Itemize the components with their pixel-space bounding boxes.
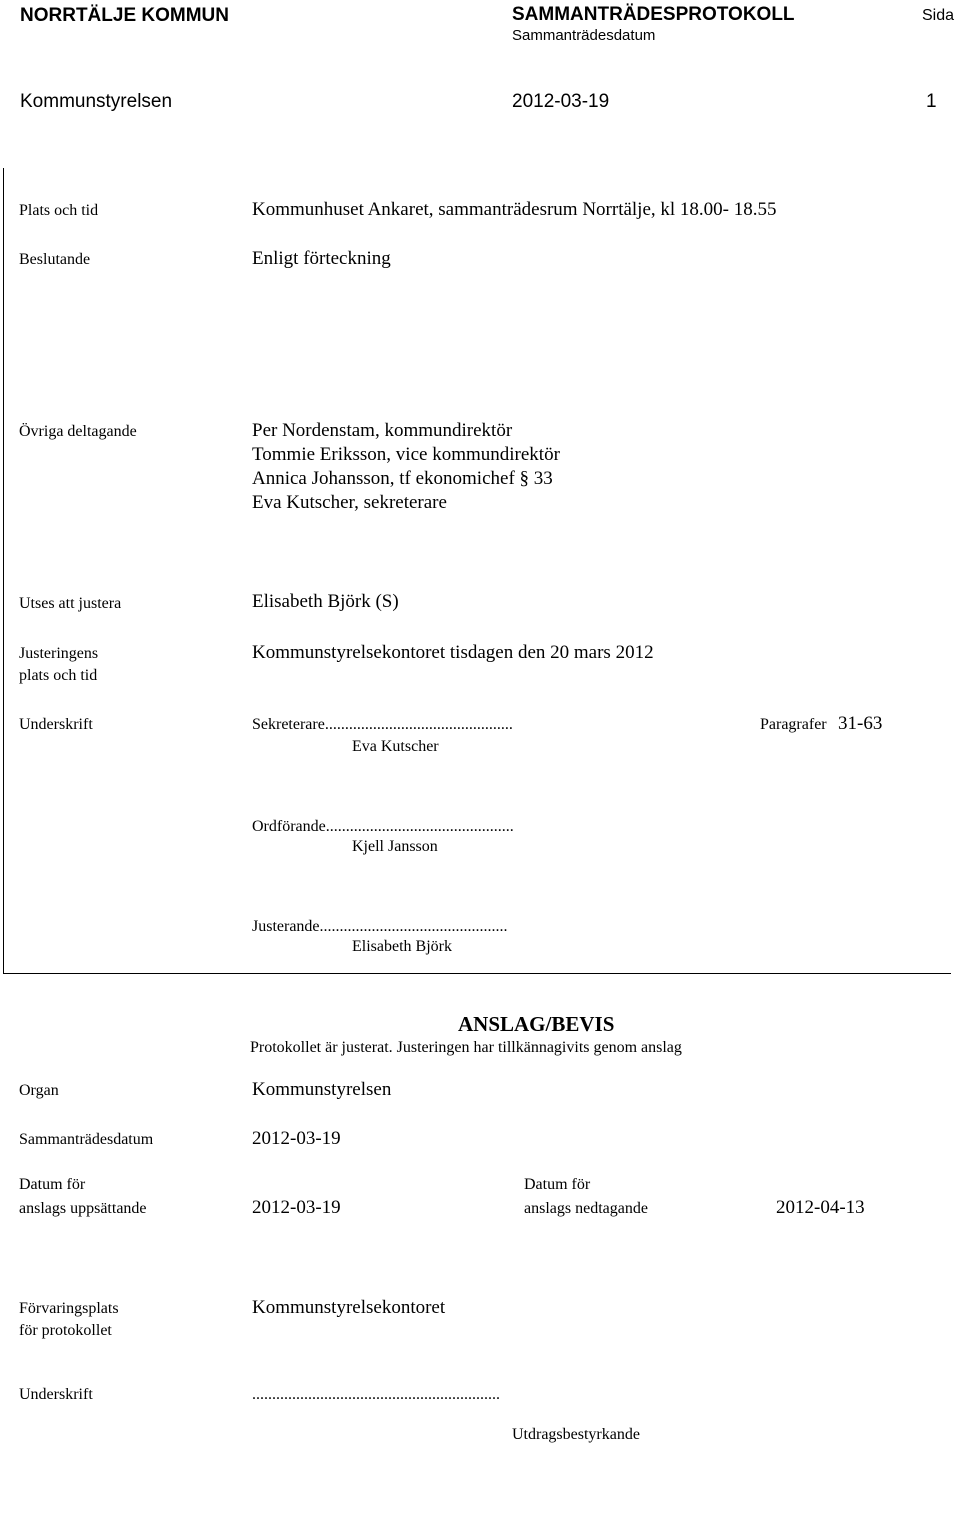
notice-title: ANSLAG/BEVIS [458,1012,615,1036]
removed-date-value: 2012-04-13 [776,1197,865,1218]
paragraphs-label: Paragrafer [760,716,827,733]
notice-meeting-date-value: 2012-03-19 [252,1128,341,1149]
storage-label-2: för protokollet [19,1322,112,1339]
notice-subtitle: Protokollet är justerat. Justeringen har tillkännagivits genom anslag [250,1039,682,1056]
storage-value: Kommunstyrelsekontoret [252,1297,446,1318]
removed-date-label: Datum för [524,1176,591,1193]
organization-name: NORRTÄLJE KOMMUN [20,5,229,26]
chair-label: Ordförande [252,818,326,835]
page-label: Sida [922,7,955,24]
meeting-date: 2012-03-19 [512,91,610,112]
posted-date-label: Datum för [19,1176,86,1193]
organ-value: Kommunstyrelsen [252,1079,392,1100]
notice-signature-dots: .............................................................. [252,1386,500,1403]
section-divider-line [3,973,951,974]
adjuster-signature-line [252,918,508,936]
adjust-place-label: Justeringens [19,645,99,662]
left-border-line [3,168,4,973]
deciding-value: Enligt förteckning [252,248,391,269]
page-number: 1 [926,91,937,112]
notice-meeting-date-label: Sammanträdesdatum [19,1131,154,1148]
extract-certification-label: Utdragsbestyrkande [512,1426,640,1443]
adjuster-label: Utses att justera [19,595,122,612]
adjuster-value: Elisabeth Björk (S) [252,591,399,612]
adjust-place-label-2: plats och tid [19,667,98,684]
notice-signature-label: Underskrift [19,1386,93,1403]
removed-date-label-2: anslags nedtagande [524,1200,648,1217]
deciding-label: Beslutande [19,251,91,268]
adjust-place-value: Kommunstyrelsekontoret tisdagen den 20 mars 2012 [252,642,654,663]
chair-name: Kjell Jansson [352,838,438,855]
chair-signature-line [252,818,514,836]
other-participants-list [252,419,560,515]
storage-label: Förvaringsplats [19,1300,119,1317]
participant-item: Tommie Eriksson, vice kommundirektör [252,444,560,465]
secretary-signature-line [252,716,513,734]
meeting-date-label: Sammanträdesdatum [512,27,656,44]
participant-item: Annica Johansson, tf ekonomichef § 33 [252,468,553,489]
other-participants-label: Övriga deltagande [19,423,137,440]
secretary-name: Eva Kutscher [352,738,439,755]
signature-dots: ............................................... [324,716,513,733]
secretary-label: Sekreterare [252,716,325,733]
place-time-label: Plats och tid [19,202,99,219]
signature-dots: ............................................... [325,818,514,835]
participant-item: Eva Kutscher, sekreterare [252,492,447,513]
place-time-value: Kommunhuset Ankaret, sammanträdesrum Norrtälje, kl 18.00- 18.55 [252,199,777,220]
paragraphs-value: 31-63 [838,713,883,734]
participant-item: Per Nordenstam, kommundirektör [252,420,513,441]
posted-date-label-2: anslags uppsättande [19,1200,147,1217]
document-type: SAMMANTRÄDESPROTOKOLL [512,4,795,25]
signature-dots: ............................................... [319,918,508,935]
posted-date-value: 2012-03-19 [252,1197,341,1218]
signature-label: Underskrift [19,716,93,733]
adjuster-sign-label: Justerande [252,918,320,935]
organ-label: Organ [19,1082,59,1099]
committee-name: Kommunstyrelsen [20,91,173,112]
adjuster-name: Elisabeth Björk [352,938,452,955]
